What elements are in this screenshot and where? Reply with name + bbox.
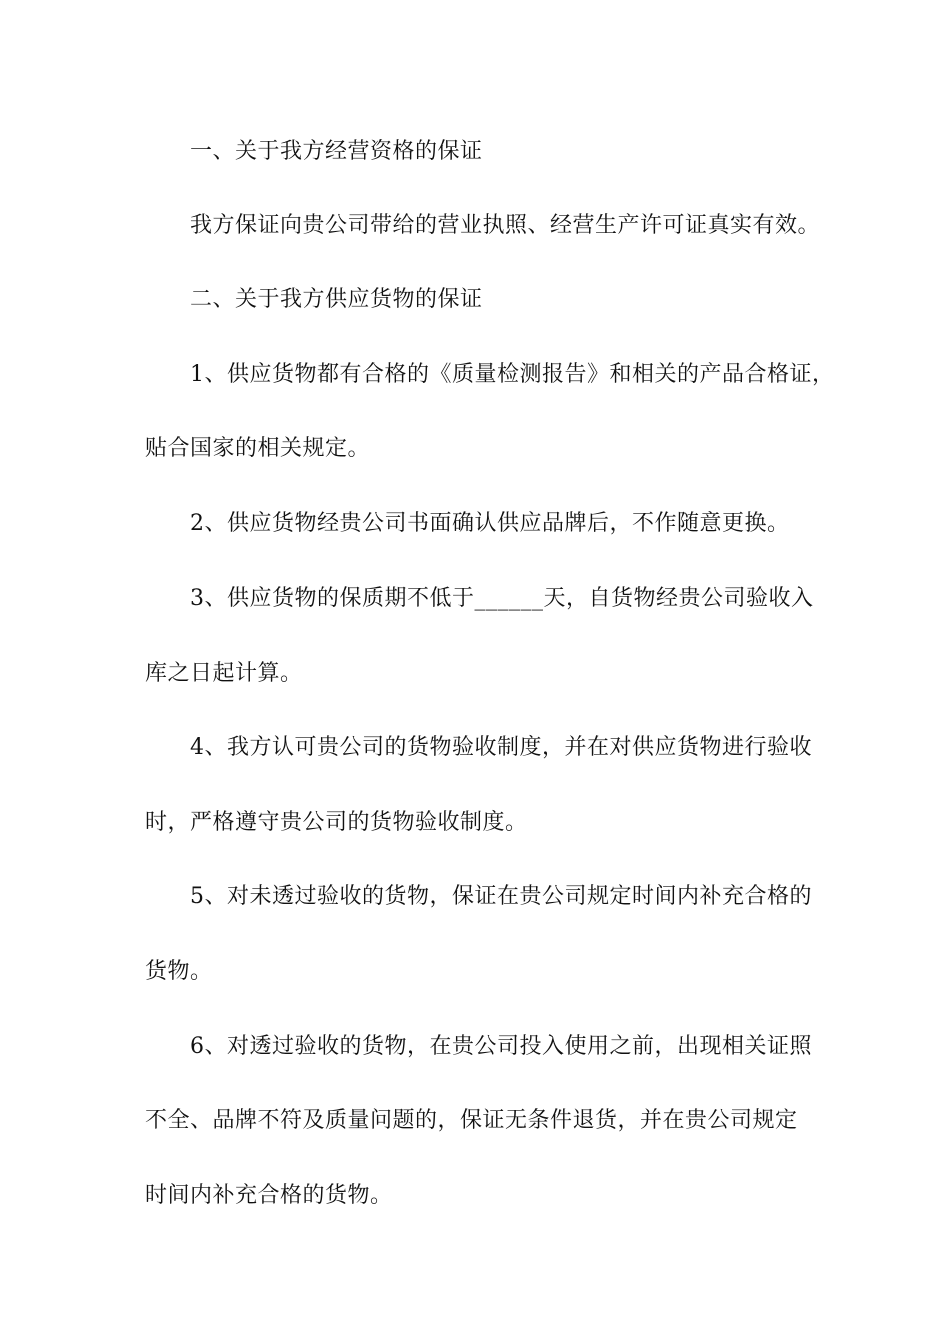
section-heading-2: 二、关于我方供应货物的保证 <box>190 287 483 312</box>
paragraph-line: 不全、品牌不符及质量问题的，保证无条件退货，并在贵公司规定 <box>145 1108 798 1133</box>
paragraph-line: 2、供应货物经贵公司书面确认供应品牌后，不作随意更换。 <box>190 511 790 536</box>
paragraph-line: 我方保证向贵公司带给的营业执照、经营生产许可证真实有效。 <box>190 213 821 238</box>
paragraph-line: 4、我方认可贵公司的货物验收制度，并在对供应货物进行验收 <box>190 735 812 760</box>
paragraph-line: 5、对未透过验收的货物，保证在贵公司规定时间内补充合格的 <box>190 884 812 909</box>
paragraph-line: 1、供应货物都有合格的《质量检测报告》和相关的产品合格证， <box>190 362 835 387</box>
paragraph-line: 时，严格遵守贵公司的货物验收制度。 <box>145 810 528 835</box>
paragraph-line: 时间内补充合格的货物。 <box>145 1183 393 1208</box>
paragraph-line: 货物。 <box>145 959 213 984</box>
paragraph-line: 库之日起计算。 <box>145 661 303 686</box>
section-heading-1: 一、关于我方经营资格的保证 <box>190 139 483 164</box>
paragraph-line: 3、供应货物的保质期不低于______天，自货物经贵公司验收入 <box>190 586 814 611</box>
paragraph-line: 6、对透过验收的货物，在贵公司投入使用之前，出现相关证照 <box>190 1034 812 1059</box>
paragraph-line: 贴合国家的相关规定。 <box>145 436 371 461</box>
